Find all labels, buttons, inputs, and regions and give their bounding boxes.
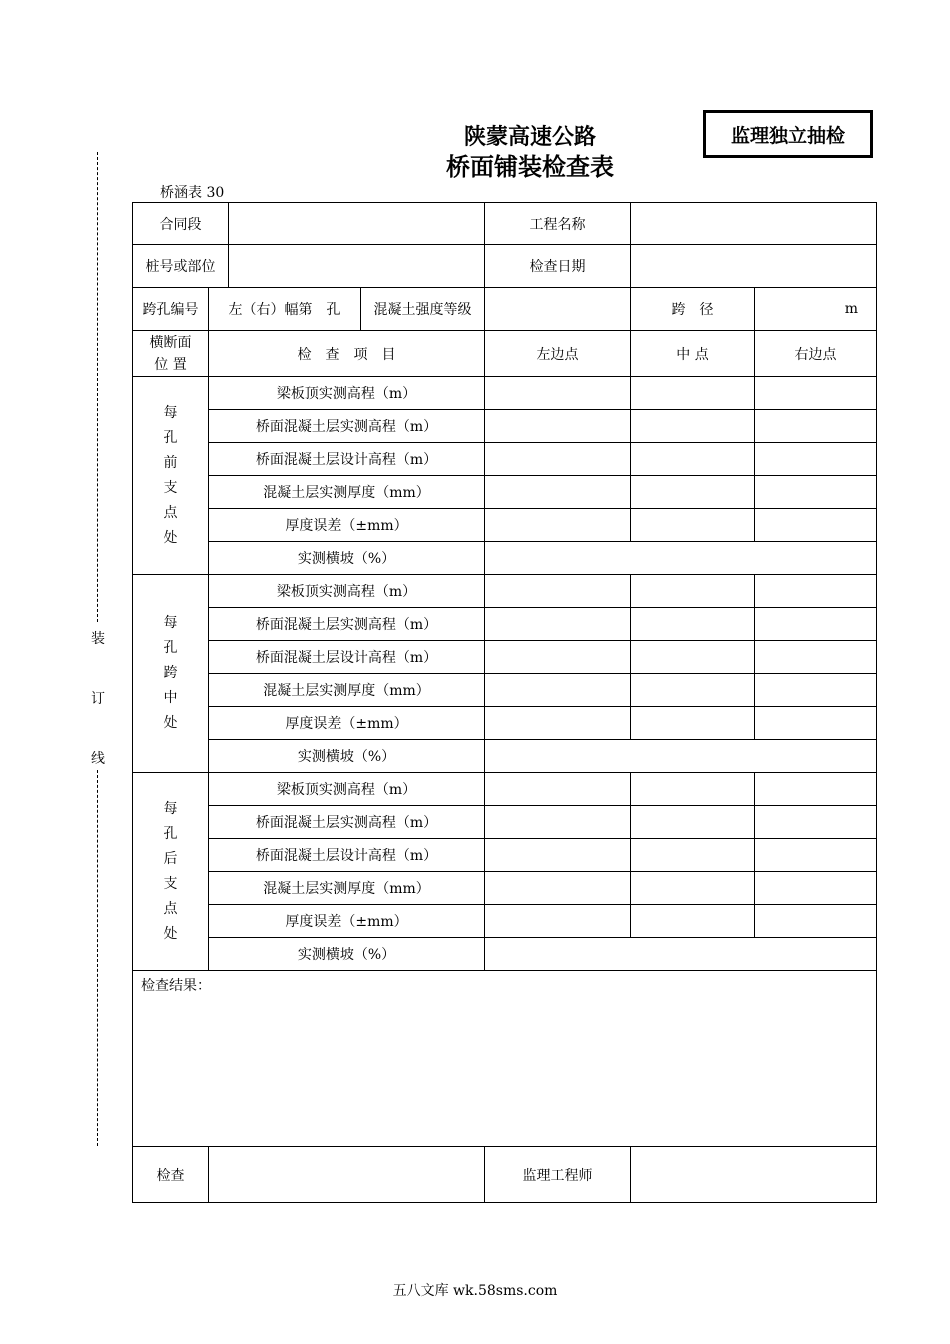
value-middle[interactable] bbox=[631, 872, 755, 905]
table-row bbox=[133, 674, 877, 707]
stamp-text: 监理独立抽检 bbox=[730, 124, 845, 147]
value-right[interactable] bbox=[755, 674, 877, 707]
value-project-name[interactable] bbox=[631, 203, 877, 245]
section-label-text bbox=[133, 797, 208, 947]
value-left[interactable] bbox=[485, 509, 631, 542]
page-title-line2: 桥面铺装检查表 bbox=[446, 153, 614, 181]
value-concrete-grade[interactable] bbox=[485, 288, 631, 331]
binding-char-3: 线 bbox=[91, 751, 105, 767]
label-station: 桩号或部位 bbox=[133, 245, 229, 288]
table-row bbox=[133, 773, 877, 806]
header-middle-point: 中 点 bbox=[631, 331, 755, 377]
section-label-char: 前 bbox=[163, 454, 178, 471]
table-row bbox=[133, 476, 877, 509]
item-label: 梁板顶实测高程（m） bbox=[209, 773, 485, 806]
table-row bbox=[133, 509, 877, 542]
value-right[interactable] bbox=[755, 707, 877, 740]
section-label-1 bbox=[133, 377, 209, 575]
value-right[interactable] bbox=[755, 476, 877, 509]
section-label-char: 支 bbox=[163, 479, 178, 496]
section-label-char: 处 bbox=[163, 925, 178, 942]
section-label-char: 孔 bbox=[163, 825, 178, 842]
value-cross-slope[interactable] bbox=[485, 542, 877, 575]
value-check-date[interactable] bbox=[631, 245, 877, 288]
table-row bbox=[133, 641, 877, 674]
table-row bbox=[133, 905, 877, 938]
header-position-text: 横断面位 置 bbox=[149, 334, 192, 373]
value-middle[interactable] bbox=[631, 839, 755, 872]
value-middle[interactable] bbox=[631, 509, 755, 542]
section-label-char: 点 bbox=[163, 504, 178, 521]
section-label-char: 后 bbox=[163, 850, 178, 867]
value-middle[interactable] bbox=[631, 806, 755, 839]
row-span bbox=[133, 288, 877, 331]
label-project-name: 工程名称 bbox=[485, 203, 631, 245]
section-label-char: 处 bbox=[163, 715, 178, 731]
section-label-char: 点 bbox=[163, 900, 178, 917]
value-span-no[interactable]: 左（右）幅第 孔 bbox=[209, 288, 361, 331]
value-middle[interactable] bbox=[631, 476, 755, 509]
value-right[interactable] bbox=[755, 905, 877, 938]
header-position bbox=[133, 331, 209, 377]
value-left[interactable] bbox=[485, 443, 631, 476]
value-right[interactable] bbox=[755, 410, 877, 443]
value-middle[interactable] bbox=[631, 608, 755, 641]
label-span-no: 跨孔编号 bbox=[133, 288, 209, 331]
binding-line-top bbox=[97, 152, 98, 622]
value-middle[interactable] bbox=[631, 641, 755, 674]
section-label-text bbox=[133, 401, 208, 551]
result-label: 检查结果： bbox=[141, 978, 211, 994]
section-label-text bbox=[133, 611, 208, 736]
section-label-char: 中 bbox=[163, 690, 178, 706]
table-row bbox=[133, 707, 877, 740]
table-row bbox=[133, 872, 877, 905]
value-middle[interactable] bbox=[631, 575, 755, 608]
value-left[interactable] bbox=[485, 608, 631, 641]
value-right[interactable] bbox=[755, 806, 877, 839]
item-label: 混凝土层实测厚度（mm） bbox=[209, 674, 485, 707]
label-span-length: 跨 径 bbox=[631, 288, 755, 331]
section-label-char: 孔 bbox=[163, 640, 178, 656]
item-label: 桥面混凝土层实测高程（m） bbox=[209, 806, 485, 839]
row-result bbox=[133, 971, 877, 1147]
value-right[interactable] bbox=[755, 509, 877, 542]
value-left[interactable] bbox=[485, 674, 631, 707]
row-station bbox=[133, 245, 877, 288]
value-middle[interactable] bbox=[631, 674, 755, 707]
value-left[interactable] bbox=[485, 872, 631, 905]
item-label: 桥面混凝土层实测高程（m） bbox=[209, 410, 485, 443]
binding-char-1: 装 bbox=[91, 631, 105, 647]
header-items: 检 查 项 目 bbox=[209, 331, 485, 377]
binding-line-bottom bbox=[97, 770, 98, 1146]
header-left-point: 左边点 bbox=[485, 331, 631, 377]
value-right[interactable] bbox=[755, 608, 877, 641]
section-label-char: 每 bbox=[163, 404, 178, 421]
row-contract bbox=[133, 203, 877, 245]
row-column-headers bbox=[133, 331, 877, 377]
value-right[interactable] bbox=[755, 575, 877, 608]
table-row bbox=[133, 542, 877, 575]
label-concrete-grade: 混凝土强度等级 bbox=[361, 288, 485, 331]
item-label: 厚度误差（±mm） bbox=[209, 707, 485, 740]
table-row bbox=[133, 740, 877, 773]
section-label-char: 支 bbox=[163, 875, 178, 892]
value-left[interactable] bbox=[485, 641, 631, 674]
section-label-char: 孔 bbox=[163, 429, 178, 446]
item-label: 实测横坡（%） bbox=[209, 938, 485, 971]
table-row bbox=[133, 839, 877, 872]
section-label-char: 每 bbox=[163, 800, 178, 817]
value-middle[interactable] bbox=[631, 410, 755, 443]
table-row bbox=[133, 410, 877, 443]
header-right-point: 右边点 bbox=[755, 331, 877, 377]
section-label-char: 每 bbox=[163, 615, 178, 631]
section-label-char: 处 bbox=[163, 529, 178, 546]
value-middle[interactable] bbox=[631, 377, 755, 410]
value-left[interactable] bbox=[485, 905, 631, 938]
value-left[interactable] bbox=[485, 410, 631, 443]
label-supervisor: 监理工程师 bbox=[485, 1147, 631, 1203]
item-label: 桥面混凝土层设计高程（m） bbox=[209, 641, 485, 674]
item-label: 厚度误差（±mm） bbox=[209, 509, 485, 542]
label-inspector: 检查 bbox=[133, 1147, 209, 1203]
value-supervisor[interactable] bbox=[631, 1147, 877, 1203]
value-right[interactable] bbox=[755, 872, 877, 905]
value-cross-slope[interactable] bbox=[485, 740, 877, 773]
value-middle[interactable] bbox=[631, 707, 755, 740]
table-row bbox=[133, 608, 877, 641]
table-row bbox=[133, 377, 877, 410]
table-row bbox=[133, 806, 877, 839]
value-left[interactable] bbox=[485, 575, 631, 608]
value-right[interactable] bbox=[755, 773, 877, 806]
item-label: 桥面混凝土层设计高程（m） bbox=[209, 839, 485, 872]
binding-char-2: 订 bbox=[91, 691, 105, 707]
value-left[interactable] bbox=[485, 773, 631, 806]
label-check-date: 检查日期 bbox=[485, 245, 631, 288]
section-label-char: 跨 bbox=[163, 665, 178, 681]
table-row bbox=[133, 938, 877, 971]
table-row bbox=[133, 575, 877, 608]
item-label: 梁板顶实测高程（m） bbox=[209, 575, 485, 608]
item-label: 桥面混凝土层实测高程（m） bbox=[209, 608, 485, 641]
item-label: 混凝土层实测厚度（mm） bbox=[209, 476, 485, 509]
section-label-2 bbox=[133, 575, 209, 773]
form-number: 桥涵表 30 bbox=[160, 185, 225, 201]
value-span-length-unit[interactable]: m bbox=[755, 288, 877, 331]
value-inspector[interactable] bbox=[209, 1147, 485, 1203]
inspection-form-table bbox=[132, 202, 877, 1203]
item-label: 桥面混凝土层设计高程（m） bbox=[209, 443, 485, 476]
page-title-line1: 陕蒙高速公路 bbox=[463, 125, 596, 150]
value-middle[interactable] bbox=[631, 443, 755, 476]
value-middle[interactable] bbox=[631, 773, 755, 806]
table-row bbox=[133, 443, 877, 476]
value-right[interactable] bbox=[755, 641, 877, 674]
sections-body bbox=[133, 377, 877, 971]
stamp-box bbox=[703, 110, 873, 158]
value-right[interactable] bbox=[755, 377, 877, 410]
item-label: 厚度误差（±mm） bbox=[209, 905, 485, 938]
value-left[interactable] bbox=[485, 806, 631, 839]
value-left[interactable] bbox=[485, 476, 631, 509]
value-right[interactable] bbox=[755, 443, 877, 476]
section-label-3 bbox=[133, 773, 209, 971]
item-label: 实测横坡（%） bbox=[209, 740, 485, 773]
item-label: 梁板顶实测高程（m） bbox=[209, 377, 485, 410]
value-cross-slope[interactable] bbox=[485, 938, 877, 971]
footer-watermark: 五八文库 wk.58sms.com bbox=[392, 1283, 558, 1299]
value-middle[interactable] bbox=[631, 905, 755, 938]
value-left[interactable] bbox=[485, 377, 631, 410]
result-cell[interactable] bbox=[133, 971, 877, 1147]
value-station[interactable] bbox=[229, 245, 485, 288]
label-contract-section: 合同段 bbox=[133, 203, 229, 245]
value-right[interactable] bbox=[755, 839, 877, 872]
value-left[interactable] bbox=[485, 839, 631, 872]
item-label: 实测横坡（%） bbox=[209, 542, 485, 575]
item-label: 混凝土层实测厚度（mm） bbox=[209, 872, 485, 905]
value-left[interactable] bbox=[485, 707, 631, 740]
row-signatures bbox=[133, 1147, 877, 1203]
value-contract-section[interactable] bbox=[229, 203, 485, 245]
